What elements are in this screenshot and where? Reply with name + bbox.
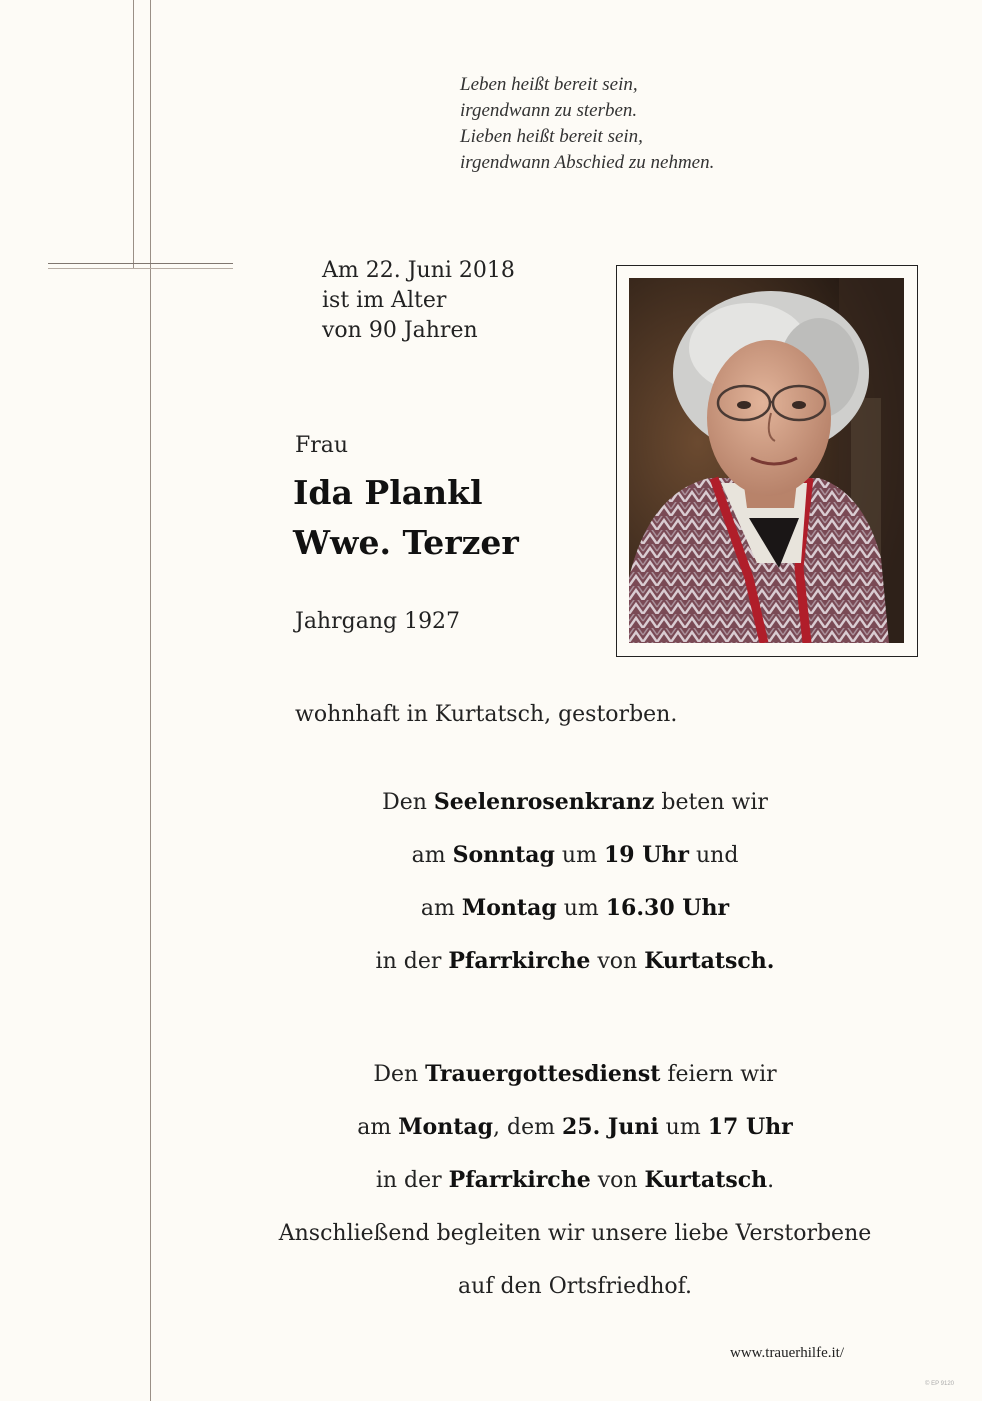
cross-horizontal-line-top: [48, 263, 233, 264]
residence-text: wohnhaft in Kurtatsch, gestorben.: [295, 702, 678, 727]
mass-line-3: in der Pfarrkirche von Kurtatsch.: [375, 1167, 775, 1193]
print-code: © EP 9120: [925, 1381, 954, 1387]
rosary-line-1: Den Seelenrosenkranz beten wir: [382, 789, 768, 815]
intro-line: ist im Alter: [322, 288, 447, 313]
website-link[interactable]: www.trauerhilfe.it/: [730, 1345, 844, 1361]
death-intro: [322, 256, 515, 346]
deceased-name: [293, 468, 519, 568]
intro-line: Am 22. Juni 2018: [322, 258, 515, 283]
portrait-illustration: [629, 278, 904, 643]
poem-line: irgendwann zu sterben.: [460, 100, 638, 121]
salutation: Frau: [295, 433, 349, 458]
mass-line-5: auf den Ortsfriedhof.: [458, 1274, 692, 1299]
mass-line-2: am Montag, dem 25. Juni um 17 Uhr: [357, 1114, 793, 1140]
cross-horizontal-line-bottom: [48, 268, 233, 269]
name-line-1: Ida Plankl: [293, 473, 483, 512]
portrait-photo: [629, 278, 904, 643]
portrait-frame: [616, 265, 918, 657]
poem-line: Leben heißt bereit sein,: [460, 74, 638, 95]
rosary-line-4: in der Pfarrkirche von Kurtatsch.: [375, 948, 775, 974]
poem: [460, 72, 714, 176]
poem-line: irgendwann Abschied zu nehmen.: [460, 152, 715, 173]
mass-line-4: Anschließend begleiten wir unsere liebe Verstorbene: [278, 1221, 872, 1246]
name-line-2: Wwe. Terzer: [293, 523, 519, 562]
rosary-line-2: am Sonntag um 19 Uhr und: [411, 842, 739, 868]
cross-vertical-line-left: [133, 0, 134, 268]
mass-line-1: Den Trauergottesdienst feiern wir: [373, 1061, 777, 1087]
cross-vertical-line-right: [150, 0, 151, 1401]
rosary-announcement: [230, 776, 920, 988]
intro-line: von 90 Jahren: [322, 318, 478, 343]
poem-line: Lieben heißt bereit sein,: [460, 126, 643, 147]
funeral-mass-announcement: [230, 1048, 920, 1313]
birth-year: Jahrgang 1927: [295, 609, 461, 634]
rosary-line-3: am Montag um 16.30 Uhr: [420, 895, 730, 921]
